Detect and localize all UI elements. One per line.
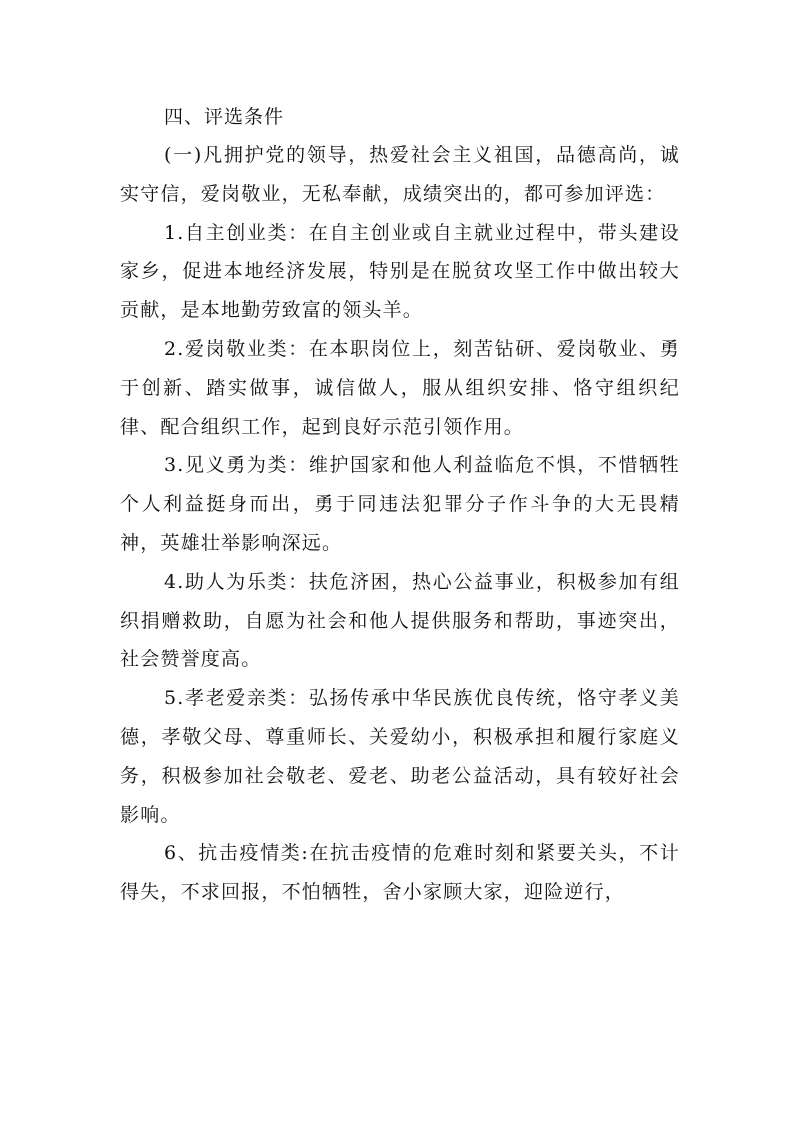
criteria-epidemic-fight: 6、抗击疫情类:在抗击疫情的危难时刻和紧要关头，不计得失，不求回报，不怕牺牲，舍小家顾大家，迎险逆行， (120, 842, 680, 904)
criteria-intro-paragraph: (一)凡拥护党的领导，热爱社会主义祖国，品德高尚，诚实守信，爱岗敬业，无私奉献，成绩突出的，都可参加评选： (120, 144, 680, 205)
criteria-entrepreneurship: 1.自主创业类：在自主创业或自主就业过程中，带头建设家乡，促进本地经济发展，特别是在脱贫攻坚工作中做出较大贡献，是本地勤劳致富的领头羊。 (120, 221, 680, 322)
criteria-filial-piety: 5.孝老爱亲类：弘扬传承中华民族优良传统，恪守孝义美德，孝敬父母、尊重师长、关爱幼小，积极承担和履行家庭义务，积极参加社会敬老、爱老、助老公益活动，具有较好社会影响。 (120, 687, 680, 826)
criteria-bravery: 3.见义勇为类：维护国家和他人利益临危不惧，不惜牺牲个人利益挺身而出，勇于同违法犯罪分子作斗争的大无畏精神，英雄壮举影响深远。 (120, 454, 680, 554)
criteria-helping-others: 4.助人为乐类：扶危济困，热心公益事业，积极参加有组织捐赠救助，自愿为社会和他人提供服务和帮助，事迹突出，社会赞誉度高。 (120, 570, 680, 671)
criteria-dedication: 2.爱岗敬业类：在本职岗位上，刻苦钻研、爱岗敬业、勇于创新、踏实做事，诚信做人，服从组织安排、恪守组织纪律、配合组织工作，起到良好示范引领作用。 (120, 337, 680, 438)
document-body (120, 98, 680, 912)
section-heading: 四、评选条件 (164, 106, 285, 128)
